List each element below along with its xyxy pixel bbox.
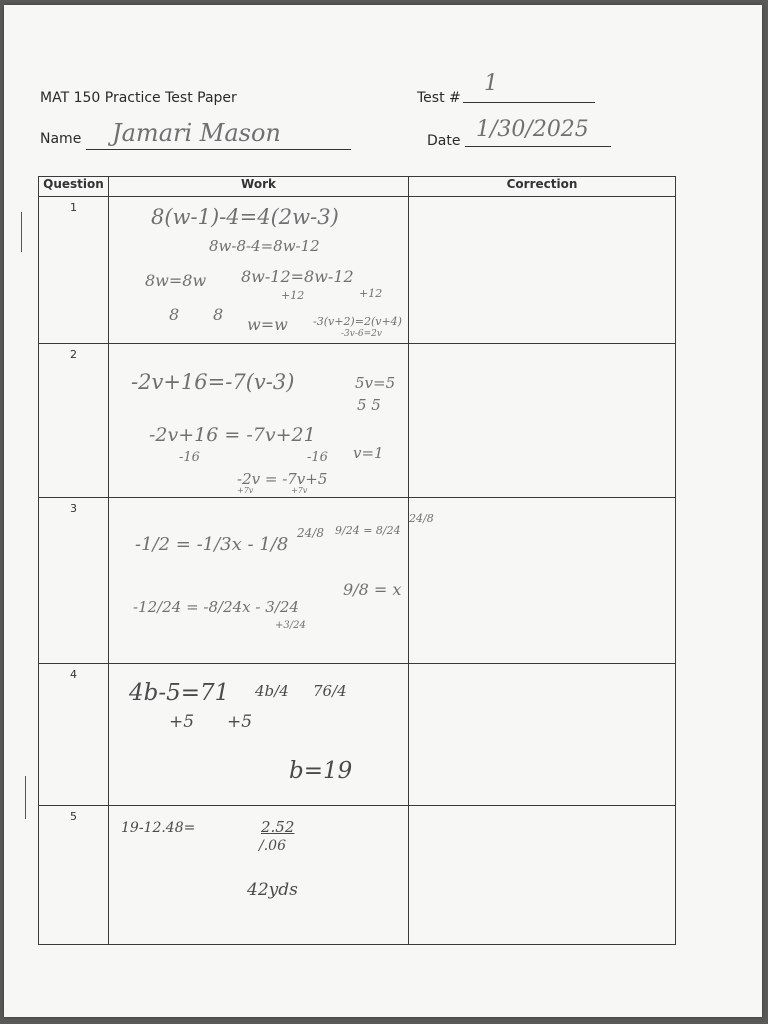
test-number-value: 1 [484,71,498,96]
question-number: 3 [39,498,109,664]
table-row [39,498,676,664]
work-line: 24/8 [297,526,324,540]
work-line: 24/8 [409,512,434,525]
work-line: 9/8 = x [343,580,402,599]
margin-mark [21,212,22,252]
question-number: 5 [39,806,109,945]
work-line: -1/2 = -1/3x - 1/8 [135,534,289,555]
work-cell [109,806,409,945]
name-label: Name [40,131,82,147]
work-line: w=w [247,315,288,334]
correction-cell[interactable] [409,806,676,945]
correction-cell[interactable] [409,197,676,344]
answer-table [38,176,676,945]
work-line: 5 5 [357,396,381,414]
work-line: 19-12.48= [121,820,196,836]
work-line: 8w=8w [145,271,207,290]
test-paper [4,5,762,1017]
column-header-work: Work [109,177,409,197]
work-cell [109,498,434,664]
work-line: 5v=5 [355,374,396,392]
work-line: -2v+16=-7(v-3) [131,370,295,394]
student-name: Jamari Mason [112,119,281,147]
paper-title: MAT 150 Practice Test Paper [40,90,237,106]
work-line: 8w-12=8w-12 [241,267,354,286]
table-row [39,806,676,945]
work-line: -2v+16 = -7v+21 [149,424,316,446]
work-line: 4b-5=71 [129,680,230,706]
work-line: +5 [227,712,253,732]
test-number-label: Test # [417,90,461,106]
work-line: +12 [359,287,383,300]
column-header-question: Question [39,177,109,197]
work-line: b=19 [289,758,353,784]
table-header-row [39,177,676,197]
work-line: +5 [169,712,195,732]
work-line: 8(w-1)-4=4(2w-3) [151,205,339,229]
work-line: 8 [213,305,224,324]
work-line: -16 [179,450,200,465]
correction-cell[interactable] [409,664,676,806]
work-line: 76/4 [313,682,347,700]
work-line: +7v [291,486,308,495]
correction-cell[interactable] [409,344,676,498]
question-number: 1 [39,197,109,344]
work-line: -16 [307,450,328,465]
work-cell [109,664,409,806]
work-line: 4b/4 [255,682,289,700]
work-line: v=1 [353,444,384,462]
work-line: +12 [281,289,305,302]
work-line: +3/24 [275,620,306,631]
work-line: 8w-8-4=8w-12 [209,237,320,255]
work-line: -12/24 = -8/24x - 3/24 [133,598,299,616]
work-line: 8 [169,305,180,324]
work-line: +7v [237,486,254,495]
work-line: 2.52 [261,818,295,836]
column-header-correction: Correction [409,177,676,197]
table-row [39,664,676,806]
work-line: 9/24 = 8/24 [335,524,401,537]
work-cell [109,344,409,498]
test-number-line [463,102,595,103]
question-number: 4 [39,664,109,806]
name-line [86,149,351,150]
date-value: 1/30/2025 [476,117,589,142]
work-line: /.06 [259,838,286,854]
question-number: 2 [39,344,109,498]
table-row [39,197,676,344]
date-line [465,146,611,147]
work-line: -3v-6=2v [341,329,382,339]
table-row [39,344,676,498]
work-cell [109,197,409,344]
date-label: Date [427,133,461,149]
margin-mark [25,776,26,819]
work-line: -3(v+2)=2(v+4) [313,315,402,328]
work-line: 42yds [247,880,298,900]
work-line: -2v = -7v+5 [237,470,328,488]
correction-cell[interactable] [409,498,676,664]
